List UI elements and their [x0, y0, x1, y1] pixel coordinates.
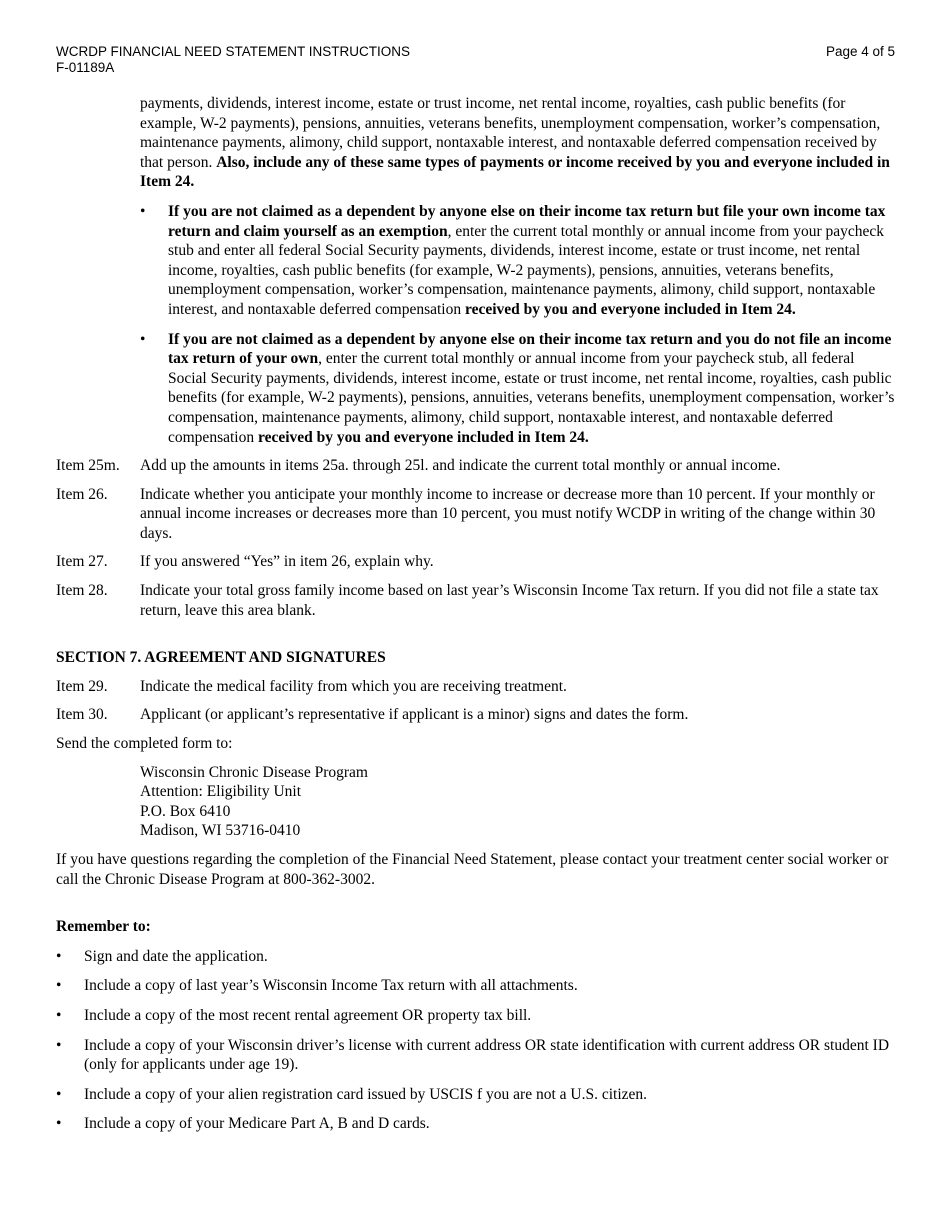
address-line: Wisconsin Chronic Disease Program — [140, 763, 368, 781]
address-line: Madison, WI 53716-0410 — [140, 822, 301, 840]
questions-paragraph: If you have questions regarding the completion of the Financial Need Statement, please contact your treatment center social worker or call the Chronic Disease Program at 800-362-3002. — [56, 851, 889, 888]
item-29: Item 29. Indicate the medical facility from which you are receiving treatment. — [56, 677, 567, 695]
remember-item: • Include a copy of the most recent rental agreement OR property tax bill. — [56, 1006, 532, 1024]
remember-item: • Include a copy of your Wisconsin driver’s license with current address OR state identification with current address OR student ID (only for applicants under age 19). — [56, 1036, 890, 1074]
bullet-icon: • — [56, 1006, 62, 1024]
bullet-icon: • — [140, 202, 146, 220]
item-30: Item 30. Applicant (or applicant’s representative if applicant is a minor) signs and dates the form. — [56, 706, 689, 724]
item-27: Item 27. If you answered “Yes” in item 26, explain why. — [56, 553, 434, 571]
page-number: Page 4 of 5 — [825, 44, 895, 59]
remember-item: • Include a copy of your alien registration card issued by USCIS f you are not a U.S. citizen. — [56, 1085, 648, 1103]
document-body — [56, 94, 896, 1134]
bullet-icon: • — [56, 1085, 62, 1103]
remember-item: • Include a copy of last year’s Wisconsin Income Tax return with all attachments. — [56, 977, 578, 995]
form-title: WCRDP FINANCIAL NEED STATEMENT INSTRUCTIONS — [56, 44, 411, 59]
address-line: Attention: Eligibility Unit — [140, 783, 302, 801]
bullet-icon: • — [56, 1036, 62, 1054]
send-to-label: Send the completed form to: — [56, 735, 233, 753]
remember-title: Remember to: — [56, 918, 151, 936]
address-line: P.O. Box 6410 — [140, 802, 231, 820]
bullet-no-tax-return: • If you are not claimed as a dependent by anyone else on their income tax return and you do not file an income tax return of your own, enter the current total monthly or annual income from your paycheck stub, all federal Social Security payments, dividends, interest income, estate or trust income, net rental income, royalties, cash public benefits (for example, W-2 payments), pensions, annuities, veterans benefits, unemployment compensation, worker’s compensation, maintenance payments, alimony, child support, nontaxable interest, and nontaxable deferred compensation received by you and everyone included in Item 24. — [140, 330, 895, 446]
bullet-icon: • — [56, 1115, 62, 1133]
remember-item: • Sign and date the application. — [56, 947, 268, 965]
form-id: F-01189A — [56, 60, 115, 75]
bullet-icon: • — [56, 977, 62, 995]
bullet-icon: • — [140, 330, 146, 348]
bullet-dependent-exemption: • If you are not claimed as a dependent by anyone else on their income tax return but file your own income tax return and claim yourself as an exemption, enter the current total monthly or annual income from your paycheck stub and enter all federal Social Security payments, dividends, interest income, estate or trust income, net rental income, royalties, cash public benefits (for example, W-2 payments), pensions, annuities, veterans benefits, unemployment compensation, worker’s compensation, maintenance payments, alimony, child support, nontaxable interest, and nontaxable deferred compensation received by you and everyone included in Item 24. — [140, 202, 886, 318]
section-7-title: SECTION 7. AGREEMENT AND SIGNATURES — [56, 649, 386, 667]
bullet-icon: • — [56, 947, 62, 965]
remember-item: • Include a copy of your Medicare Part A, B and D cards. — [56, 1115, 430, 1133]
item-25m: Item 25m. Add up the amounts in items 25a. through 25l. and indicate the current total monthly or annual income. — [56, 457, 781, 475]
page-header — [56, 44, 895, 76]
item-26: Item 26. Indicate whether you anticipate your monthly income to increase or decrease more than 10 percent. If your monthly or annual income increases or decreases more than 10 percent, you must notify WCDP in writing of the change within 30 days. — [56, 485, 876, 542]
item-28: Item 28. Indicate your total gross family income based on last year’s Wisconsin Income Tax return. If you did not file a state tax return, leave this area blank. — [56, 582, 879, 619]
mailing-address — [140, 763, 896, 841]
continued-paragraph: payments, dividends, interest income, estate or trust income, net rental income, royalties, cash public benefits (for example, W-2 payments), pensions, annuities, veterans benefits, unemployment compensation, worker’s compensation, maintenance payments, alimony, child support, nontaxable interest, and nontaxable deferred compensation received by that person. Also, include any of these same types of payments or income received by you and everyone included in Item 24. — [140, 95, 890, 191]
